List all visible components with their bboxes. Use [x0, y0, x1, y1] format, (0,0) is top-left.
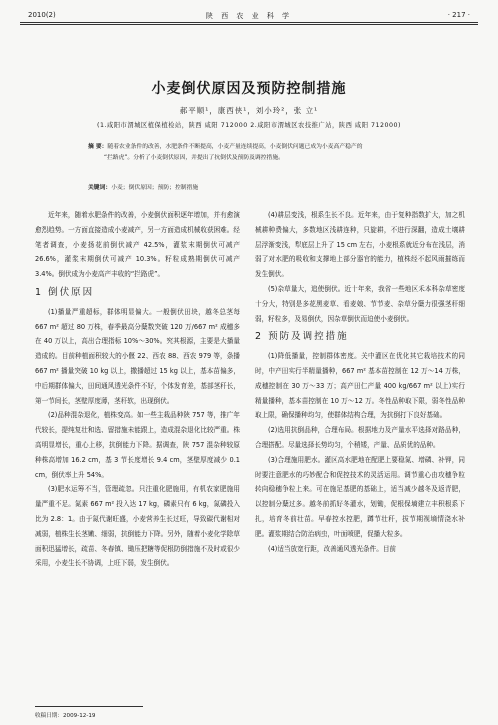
- keywords: [88, 182, 418, 191]
- page-number: · 217 ·: [447, 11, 470, 19]
- abstract-line-2: “拦路虎”。分析了小麦倒伏原因，并提出了抗倒伏及预防及调控措施。: [104, 155, 284, 161]
- header-rule-thin: [20, 24, 478, 25]
- left-column: [35, 208, 240, 571]
- abstract-label: 摘 要：: [88, 144, 108, 150]
- measure-paragraph-2: (2)选用抗倒品种，合理布局。根据地力及产量水平选择对路品种，合理搭配。尽量选择长势均匀，个稍矮，产量、品质优的品种。: [255, 426, 465, 449]
- received-date: 收稿日期：2009-12-19: [35, 713, 96, 719]
- intro-paragraph: 近年来，随着水肥条件的改善，小麦倒伏面积逐年增加，并有愈演愈烈趋势。一方面直接造成小麦减产，另一方面造成机械收获困难。经笔者调查，小麦扬花前倒伏减产 42.5%，灌浆末期倒伏可减产 26.6%，灌浆末期倒伏可减产 10.3%。籽粒成熟期倒伏可减产 3.4%。倒伏成为小麦高产丰收的“拦路虎”。: [35, 211, 240, 279]
- journal-name: 陕 西 农 业 科 学: [205, 12, 293, 20]
- footnote-rule: [35, 706, 143, 707]
- article-title: 小麦倒伏原因及预防控制措施: [151, 81, 347, 97]
- abstract: [88, 142, 418, 164]
- measure-paragraph-1: (1)降低播量，控制群体密度。关中灌区在优化其它栽培技术的同时，中产田实行半精量播种，667 m² 基本苗控制在 12 万～14 万株，成穗控制在 30 万～33 万；高产田仁产量 400 kg/667 m² 以上)实行精量播种，基本苗控制在 10 万～12 万。冬性品种取下限，弱冬性品种取上限，确保播种均匀，使群体结构合理，为抗倒打下良好基础。: [255, 352, 465, 420]
- header-rule: [20, 22, 478, 23]
- cause-paragraph-1: (1)播量严重超标，群体明显偏大。一般倒伏田块，越冬总茎每 667 m² 超过 80 万株，春季最高分蘖数突破 120 万/667 m² 成穗多在 40 万以上，高出合理指标 10%～30%。究其根源，主要是大播量造成的。目前种植面积较大的小偃 22、西农 88、西农 979 等，条播 667 m² 播量突破 10 kg 以上，撒播超过 15 kg 以上，基本苗偏多，中后期群体偏大，田间通风透光条件不好，个体发育差，基部茎秆长，第一节间长，茎壁厚度薄，茎秆软，出现倒伏。: [35, 307, 240, 405]
- keywords-text: 小麦；倒伏原因；预防；控制措施: [111, 185, 199, 191]
- measure-paragraph-3: (3)合理施用肥水。灌区高水肥地在配肥上要稳氮、增磷、补钾，同时要注意肥水的巧妙配合和促控技术的灵活运用。调节重心由攻穗争粒转向稳穗争粒上来。可在施足基肥的基础上，适当减少越冬及返青肥，以控制分蘖过多。越冬前抓好冬灌水，划锄，促根保墒建立丰积根系下扎，培育冬前壮苗。早春控水控肥，蹲节壮秆，拔节期视墒情浇水补肥。灌浆期结合防治病虫，叶面喷肥，促播大粒多。: [255, 455, 465, 538]
- affiliation: (1.咸阳市渭城区植保植检站，陕西 咸阳 712000 2.咸阳市渭城区农技推广站，陕西 咸阳 712000): [96, 122, 401, 129]
- abstract-line-1: 随着农业条件的改善，水肥条件不断提高，小麦产量连续提高，小麦倒伏问题已成为小麦高产稳产的: [107, 144, 363, 150]
- section-heading-2: 2 预防及调控措施: [255, 331, 349, 343]
- authors: 郝平顺¹，康西侠¹，刘小玲²，张 立¹: [179, 106, 319, 115]
- cause-paragraph-2: (2)品种混杂退化，植株变高。如一些主栽品种陕 757 等，推广年代较长，提纯复壮和选、留措施未能跟上，造成混杂退化比较严重。株高明显增长，重心上移，抗倒能力下降。据调查，陕 757 混杂种较原种株高增加 16.2 cm，基 3 节长度增长 9.4 cm，茎壁厚度减少 0.1 cm，倒伏率上升 54%。: [35, 411, 240, 479]
- cause-paragraph-3: (3)肥水运筹不当，管理疏忽。只注重化肥施用，有机农家肥施用量严重不足。氮素 667 m² 投入达 17 kg，磷素只有 6 kg，氮磷投入比为 2.8：1。由于氮代谢旺盛，小麦营养生长过旺，导致碳代谢相对减弱，植株生长茎嫩、细弱，抗倒能力下降。另外，随着小麦化学除草面积迅猛增长，疏苗、冬春镇、锄压把糖等促根防倒措施不及时或很少采用，小麦生长不协调，上旺下弱，发生倒伏。: [35, 485, 240, 568]
- keywords-label: 关键词：: [88, 185, 112, 191]
- section-heading-1: 1 倒伏原因: [35, 286, 95, 298]
- cause-paragraph-5: (5)杂草量大，追使倒伏。近十年来，我省一些地区禾本科杂草密度十分大，特别是多花黑麦草、看麦娘、节节麦、杂草分蘖力很强茎秆细弱，籽粒多，及易倒伏，因杂草倒伏而迫使小麦倒伏。: [255, 284, 465, 323]
- cause-paragraph-4: (4)耕层变浅，根系生长不良。近年来，由于复种指数扩大，加之机械耕种费偏大，多数地区浅耕连种，只旋耕，不进行深翻，造成土壤耕层浮渐变浅，犁底层上升了 15 cm 左右，小麦根系就近分布在浅层，消弱了对水肥的吸收和支撑地上部分器官的能力，植株经不起风雨摧练而发生倒伏。: [255, 211, 465, 279]
- right-column: [255, 208, 465, 556]
- measure-paragraph-4: (4)适当放宽行距，改善通风透光条件。目前: [268, 544, 397, 553]
- issue-number: 2010(2): [28, 11, 56, 19]
- running-header: [18, 8, 480, 22]
